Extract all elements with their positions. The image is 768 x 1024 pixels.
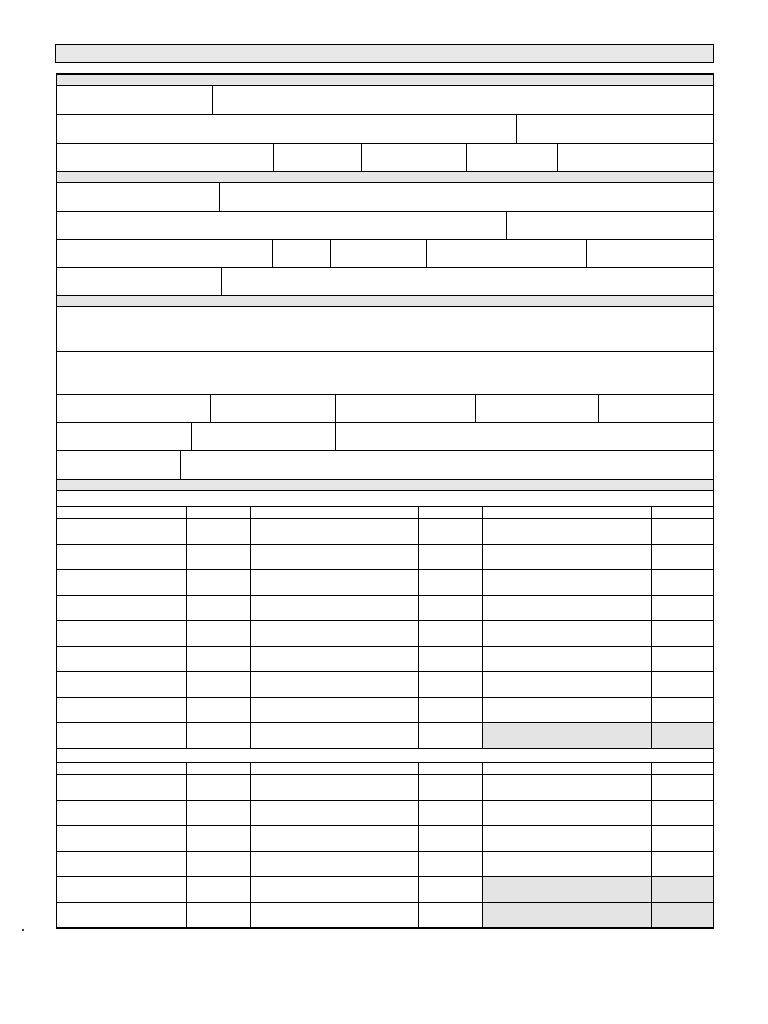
table-2-cell[interactable] <box>652 877 713 902</box>
table-2-cell[interactable] <box>58 801 186 826</box>
section-3-field-4[interactable] <box>211 395 335 422</box>
table-1-cell[interactable] <box>187 723 250 748</box>
table-1-cell[interactable] <box>419 545 482 570</box>
section-3-field-2[interactable] <box>57 352 713 394</box>
table-1-cell[interactable] <box>58 723 186 748</box>
table-1-cell[interactable] <box>187 698 250 723</box>
table-1-header-cell <box>57 507 186 518</box>
table-1-cell[interactable] <box>419 519 482 544</box>
section-2-field-4[interactable] <box>507 212 713 239</box>
table-1-cell[interactable] <box>652 596 713 621</box>
section-1-field-4[interactable] <box>517 115 713 143</box>
section-3-field-5[interactable] <box>336 395 475 422</box>
table-1-cell[interactable] <box>251 545 418 570</box>
table-1-cell[interactable] <box>187 672 250 697</box>
form-title-bar <box>55 44 714 63</box>
table-2-cell[interactable] <box>58 852 186 877</box>
table-2-cell[interactable] <box>419 903 482 928</box>
section-3-field-9[interactable] <box>192 423 335 450</box>
table-2-cell[interactable] <box>483 852 651 877</box>
table-2-cell[interactable] <box>652 852 713 877</box>
section-2-field-7[interactable] <box>331 240 426 267</box>
table-2-cell[interactable] <box>419 852 482 877</box>
table-1-cell[interactable] <box>187 647 250 672</box>
section-3-field-3[interactable] <box>57 395 210 422</box>
section-2-field-1[interactable] <box>57 183 219 211</box>
table-2-header-cell <box>250 763 418 774</box>
section-1-field-3[interactable] <box>57 115 516 143</box>
table-1-cell[interactable] <box>58 647 186 672</box>
table-2-cell[interactable] <box>58 775 186 800</box>
table-2-cell[interactable] <box>483 826 651 851</box>
table-2-cell[interactable] <box>187 877 250 902</box>
table-2-cell[interactable] <box>58 877 186 902</box>
table-2-cell[interactable] <box>187 826 250 851</box>
table-2-cell[interactable] <box>652 775 713 800</box>
section-1-field-8[interactable] <box>467 144 557 171</box>
table-1-cell[interactable] <box>58 545 186 570</box>
table-1-cell[interactable] <box>187 519 250 544</box>
section-3-field-11[interactable] <box>57 451 180 479</box>
table-1-cell[interactable] <box>483 723 651 748</box>
table-2-cell[interactable] <box>483 775 651 800</box>
table-1-cell[interactable] <box>58 698 186 723</box>
table-2-cell[interactable] <box>652 903 713 928</box>
section-3-field-7[interactable] <box>599 395 713 422</box>
table-1-header-cell <box>186 507 250 518</box>
section-2-field-8[interactable] <box>427 240 586 267</box>
section-2-field-2[interactable] <box>220 183 713 211</box>
table-2-cell[interactable] <box>483 877 651 902</box>
section-4-header <box>57 479 713 491</box>
form-title <box>56 45 60 56</box>
table-1-cell[interactable] <box>251 698 418 723</box>
table-1-cell[interactable] <box>251 519 418 544</box>
table-2-cell[interactable] <box>251 775 418 800</box>
table-2-cell[interactable] <box>251 801 418 826</box>
section-1-field-9[interactable] <box>558 144 713 171</box>
table-2-header-cell <box>418 763 482 774</box>
table-1-header-cell <box>482 507 651 518</box>
table-1-cell[interactable] <box>58 519 186 544</box>
table-2-row-rule <box>57 927 713 928</box>
section-1-field-6[interactable] <box>274 144 361 171</box>
table-2-cell[interactable] <box>251 826 418 851</box>
table-2-header-cell <box>651 763 713 774</box>
section-2-field-3[interactable] <box>57 212 506 239</box>
table-2-cell[interactable] <box>58 826 186 851</box>
table-2-cell[interactable] <box>187 801 250 826</box>
section-2-field-6[interactable] <box>273 240 330 267</box>
section-3-field-10[interactable] <box>336 423 713 450</box>
table-1-cell[interactable] <box>652 570 713 595</box>
table-1-cell[interactable] <box>419 672 482 697</box>
table-2-cell[interactable] <box>187 903 250 928</box>
table-1-cell[interactable] <box>652 519 713 544</box>
table-2-cell[interactable] <box>419 775 482 800</box>
table-2-cell[interactable] <box>483 801 651 826</box>
section-2-field-11[interactable] <box>222 268 713 295</box>
table-1-cell[interactable] <box>187 545 250 570</box>
table-1-cell[interactable] <box>419 621 482 646</box>
table-1-cell[interactable] <box>251 672 418 697</box>
table-1-header-cell <box>418 507 482 518</box>
table-2-cell[interactable] <box>251 852 418 877</box>
table-2-cell[interactable] <box>419 826 482 851</box>
table-1-cell[interactable] <box>58 621 186 646</box>
table-1-cell[interactable] <box>483 519 651 544</box>
section-1-field-7[interactable] <box>362 144 466 171</box>
section-3-header <box>57 295 713 307</box>
table-1-cell[interactable] <box>652 621 713 646</box>
table-1-cell[interactable] <box>483 545 651 570</box>
section-2-field-10[interactable] <box>57 268 221 295</box>
table-1-cell[interactable] <box>652 698 713 723</box>
table-1-cell[interactable] <box>419 647 482 672</box>
table-1-header-cell <box>651 507 713 518</box>
section-1-header <box>57 74 713 86</box>
section-2-field-5[interactable] <box>57 240 272 267</box>
table-1-cell[interactable] <box>419 596 482 621</box>
table-1-cell[interactable] <box>251 647 418 672</box>
table-2-cell[interactable] <box>251 903 418 928</box>
table-2-cell[interactable] <box>58 903 186 928</box>
section-2-header <box>57 171 713 183</box>
table-1-cell[interactable] <box>652 672 713 697</box>
section-1-field-5[interactable] <box>57 144 273 171</box>
table-1-header-cell <box>250 507 418 518</box>
table-1-cell[interactable] <box>58 672 186 697</box>
table-1-cell[interactable] <box>419 570 482 595</box>
table-1-cell[interactable] <box>652 723 713 748</box>
section-1-field-2[interactable] <box>213 86 713 114</box>
table-1-cell[interactable] <box>58 570 186 595</box>
table-1-row-rule <box>57 748 713 749</box>
table-1-cell[interactable] <box>483 647 651 672</box>
table-1-cell[interactable] <box>483 698 651 723</box>
section-2-field-9[interactable] <box>587 240 713 267</box>
table-2-cell[interactable] <box>652 801 713 826</box>
table-1-cell[interactable] <box>251 723 418 748</box>
table-2-cell[interactable] <box>187 775 250 800</box>
table-1-cell[interactable] <box>187 596 250 621</box>
table-2-cell[interactable] <box>652 826 713 851</box>
table-1-cell[interactable] <box>251 596 418 621</box>
table-2-cell[interactable] <box>251 877 418 902</box>
table-1-cell[interactable] <box>483 596 651 621</box>
page-dot <box>22 929 24 931</box>
table-2-cell[interactable] <box>419 877 482 902</box>
table-1-cell[interactable] <box>483 621 651 646</box>
table-2-cell[interactable] <box>187 852 250 877</box>
table-1-cell[interactable] <box>251 621 418 646</box>
table-2-header-cell <box>186 763 250 774</box>
table-1-cell[interactable] <box>187 570 250 595</box>
table-1-cell[interactable] <box>251 570 418 595</box>
table-2-cell[interactable] <box>483 903 651 928</box>
section-3-field-6[interactable] <box>476 395 598 422</box>
table-2-header-cell <box>57 763 186 774</box>
section-3-field-8[interactable] <box>57 423 191 450</box>
table-1-cell[interactable] <box>483 570 651 595</box>
section-1-field-1[interactable] <box>57 86 212 114</box>
table-1-cell[interactable] <box>483 672 651 697</box>
table-1-cell[interactable] <box>652 647 713 672</box>
table-1-cell[interactable] <box>58 596 186 621</box>
section-3-field-12[interactable] <box>181 451 713 479</box>
table-1-cell[interactable] <box>419 698 482 723</box>
table-1-cell[interactable] <box>187 621 250 646</box>
table-1-cell[interactable] <box>419 723 482 748</box>
section-3-field-1[interactable] <box>57 307 713 351</box>
table-2-header-cell <box>482 763 651 774</box>
table-2-cell[interactable] <box>419 801 482 826</box>
table-1-cell[interactable] <box>652 545 713 570</box>
